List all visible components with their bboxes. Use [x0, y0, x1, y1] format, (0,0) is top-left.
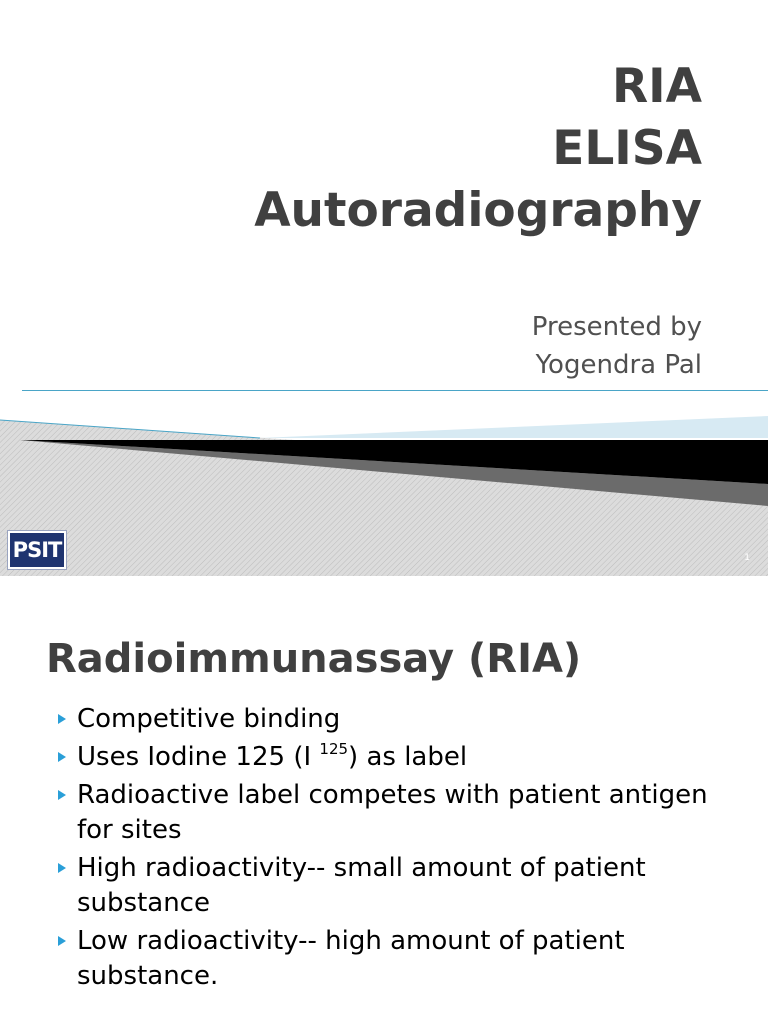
bullet-item	[48, 702, 738, 737]
presented-by-label: Presented by	[531, 312, 702, 342]
isotope-superscript: 125	[319, 740, 349, 758]
bullet-item	[48, 740, 738, 775]
title-line-autoradiography: Autoradiography	[254, 183, 702, 238]
bullet-item	[48, 924, 738, 994]
bullet-text-suffix: ) as label	[348, 742, 468, 772]
bullet-text: Competitive binding	[77, 704, 341, 734]
bullet-item	[48, 851, 738, 921]
bullet-text: Low radioactivity-- high amount of patient substance.	[77, 926, 625, 991]
triangle-bullet-icon	[58, 790, 66, 800]
triangle-bullet-icon	[58, 936, 66, 946]
content-slide	[0, 598, 768, 1024]
triangle-bullet-icon	[58, 863, 66, 873]
triangle-bullet-icon	[58, 752, 66, 762]
bullet-list	[48, 702, 738, 997]
bullet-text-prefix: Uses Iodine 125 (I	[77, 742, 320, 772]
psit-logo: PSIT	[8, 531, 66, 569]
presenter-block	[532, 308, 702, 384]
bullet-item	[48, 778, 738, 848]
bullet-text: High radioactivity-- small amount of patient substance	[77, 853, 646, 918]
title-line-ria: RIA	[611, 59, 702, 114]
slide-number: 1	[744, 553, 750, 563]
presenter-name: Yogendra Pal	[535, 350, 702, 380]
content-slide-title: Radioimmunassay (RIA)	[46, 636, 582, 682]
decorative-banner	[0, 380, 768, 576]
decor-light-blue-band	[260, 416, 768, 438]
bullet-text: Radioactive label competes with patient antigen for sites	[77, 780, 708, 845]
slide-title-block	[254, 56, 702, 242]
triangle-bullet-icon	[58, 714, 66, 724]
title-line-elisa: ELISA	[552, 121, 702, 176]
